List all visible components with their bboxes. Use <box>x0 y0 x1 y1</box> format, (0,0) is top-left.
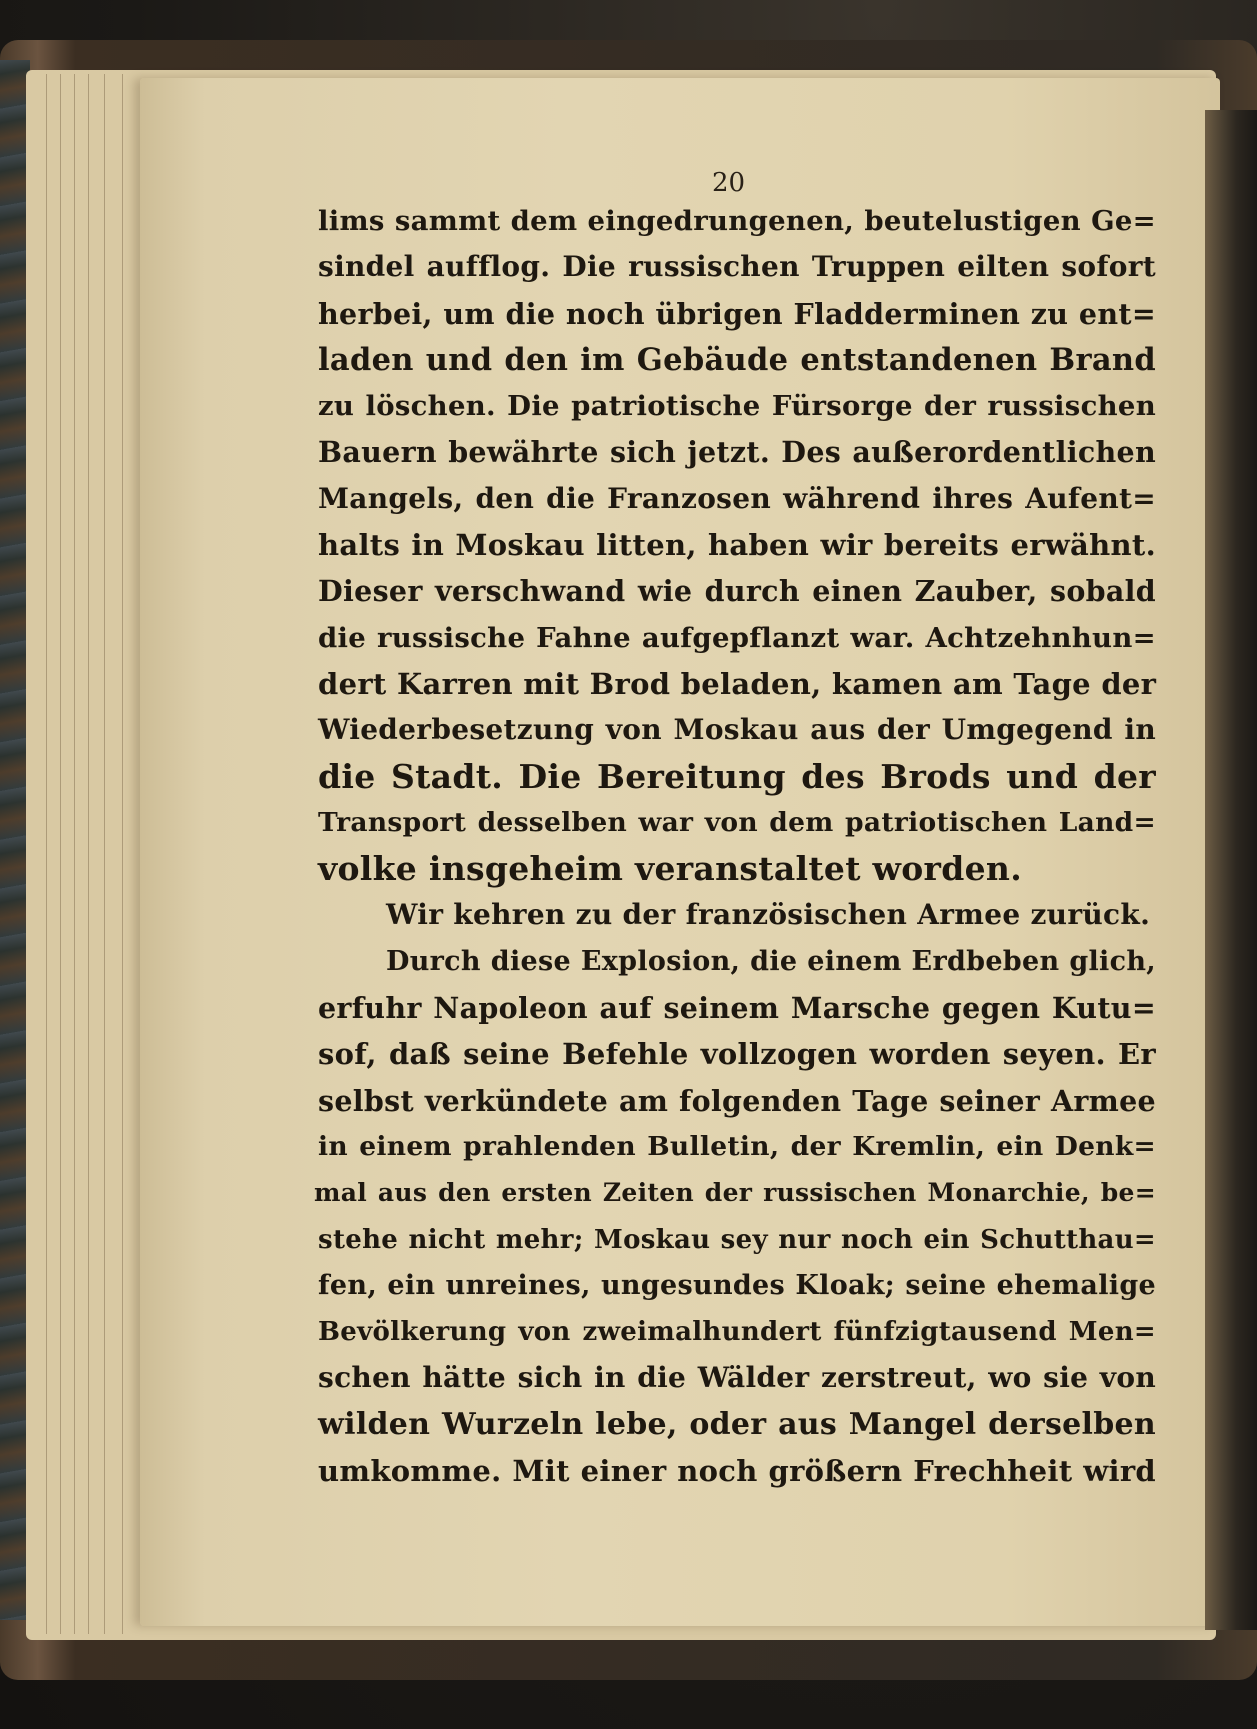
page-edge <box>104 74 105 1634</box>
text-line: Durch diese Explosion, die einem Erdbeben glich, <box>386 945 1156 977</box>
text-line: umkomme. Mit einer noch größern Frechheit wird <box>318 1454 1156 1489</box>
page-number: 20 <box>711 168 746 198</box>
text-line: Wiederbesetzung von Moskau aus der Umgegend in <box>318 713 1156 747</box>
page-text <box>314 198 1157 1494</box>
text-line: Transport desselben war von dem patriotischen Land= <box>318 806 1156 838</box>
text-line: mal aus den ersten Zeiten der russischen Monarchie, be= <box>314 1178 1156 1208</box>
text-line: schen hätte sich in die Wälder zerstreut, wo sie von <box>318 1361 1156 1395</box>
text-line: herbei, um die noch übrigen Fladderminen zu ent= <box>318 296 1156 331</box>
text-line: Bevölkerung von zweimalhundert fünfzigtausend Men= <box>318 1317 1156 1348</box>
text-line: in einem prahlenden Bulletin, der Kremlin, ein Denk= <box>318 1130 1156 1162</box>
text-line: fen, ein unreines, ungesundes Kloak; seine ehemalige <box>318 1269 1156 1301</box>
page-edge <box>122 74 123 1634</box>
text-line: stehe nicht mehr; Moskau sey nur noch ein Schutthau= <box>318 1224 1156 1255</box>
text-line: Dieser verschwand wie durch einen Zauber, sobald <box>318 574 1156 609</box>
text-line: sof, daß seine Befehle vollzogen worden seyen. Er <box>318 1037 1156 1072</box>
text-line: sindel aufflog. Die russischen Truppen eilten sofort <box>318 250 1156 284</box>
text-line: selbst verkündete am folgenden Tage seiner Armee <box>318 1083 1156 1118</box>
text-line: Bauern bewährte sich jetzt. Des außerordentlichen <box>318 435 1156 470</box>
page-edge <box>88 74 89 1634</box>
text-line: die russische Fahne aufgepflanzt war. Achtzehnhun= <box>318 621 1156 654</box>
page-edge <box>74 74 75 1634</box>
text-line: wilden Wurzeln lebe, oder aus Mangel derselben <box>318 1406 1156 1442</box>
text-line: erfuhr Napoleon auf seinem Marsche gegen Kutu= <box>318 991 1156 1026</box>
text-line: volke insgeheim veranstaltet worden. <box>318 849 1022 889</box>
text-line: Wir kehren zu der französischen Armee zurück. <box>386 898 1151 932</box>
text-line: halts in Moskau litten, haben wir bereits erwähnt. <box>318 528 1156 563</box>
text-line: zu löschen. Die patriotische Fürsorge der russischen <box>318 390 1156 423</box>
right-page-edge <box>1205 110 1257 1630</box>
text-line: Mangels, den die Franzosen während ihres Aufent= <box>318 481 1156 515</box>
page-edge <box>60 74 61 1634</box>
text-line: lims sammt dem eingedrungenen, beutelustigen Ge= <box>318 205 1156 237</box>
text-line: die Stadt. Die Bereitung des Brods und der <box>318 756 1156 796</box>
page-edge <box>46 74 47 1634</box>
text-line: dert Karren mit Brod beladen, kamen am Tage der <box>318 666 1157 701</box>
text-line: laden und den im Gebäude entstandenen Brand <box>318 341 1156 378</box>
